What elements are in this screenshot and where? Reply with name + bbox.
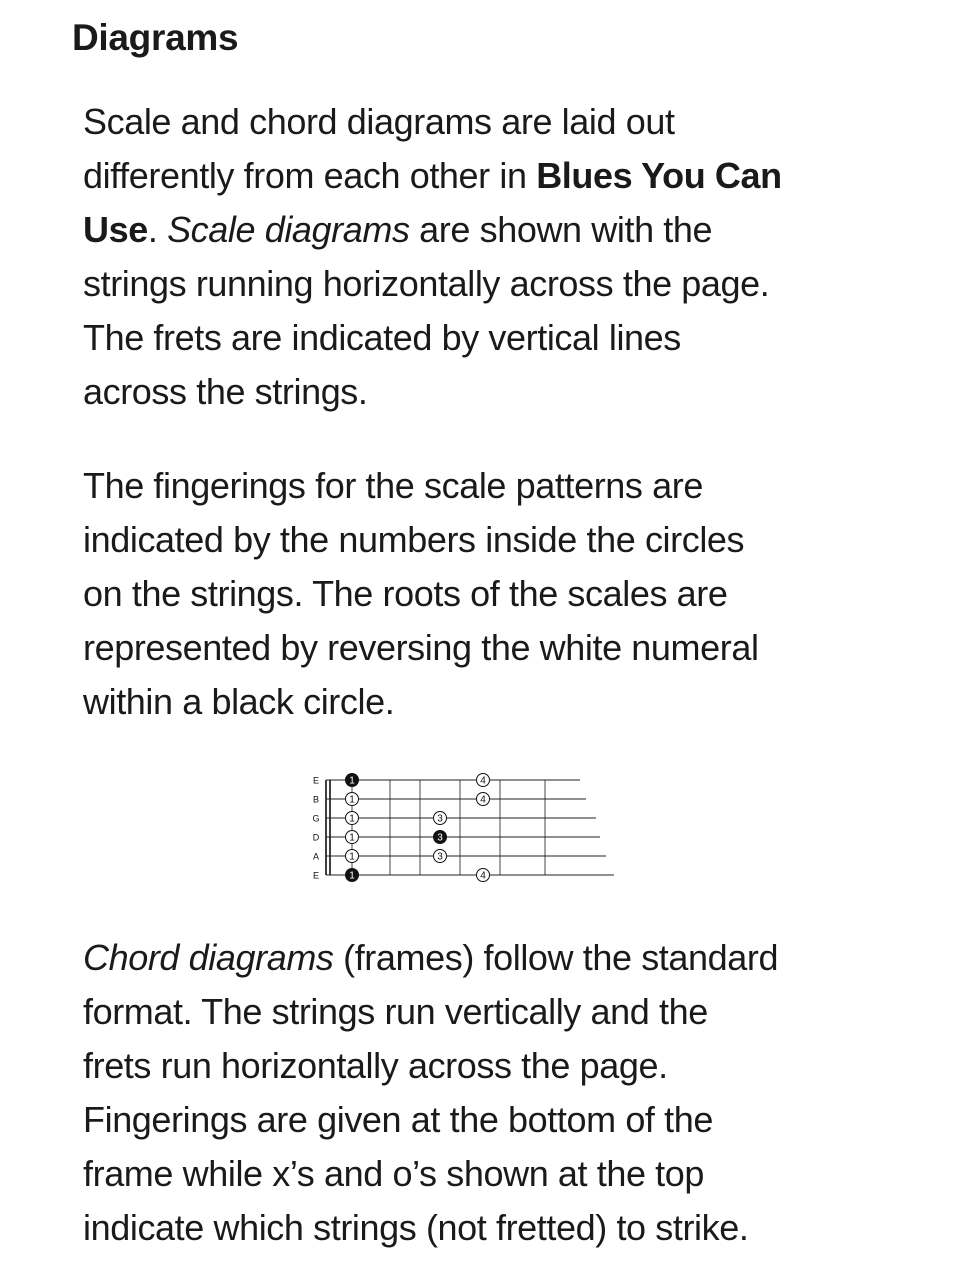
p1-line-6: across the strings. <box>83 371 368 412</box>
section-heading: Diagrams <box>72 17 239 58</box>
p2-line-4: represented by reversing the white numeral <box>83 627 759 668</box>
p2-line-5: within a black circle. <box>83 681 395 722</box>
finger-note <box>477 774 490 787</box>
finger-number: 4 <box>480 775 486 787</box>
string-label: B <box>312 794 320 805</box>
p3-line-1-text: (frames) follow the standard <box>333 937 779 978</box>
finger-number: 1 <box>349 794 355 806</box>
paragraph-chord-diagrams <box>83 931 943 1255</box>
p1-line-3 <box>83 203 943 257</box>
finger-number: 1 <box>349 832 355 844</box>
string-label: D <box>312 832 320 843</box>
root-note <box>346 774 359 787</box>
finger-number: 1 <box>349 813 355 825</box>
book-title-part-1: Blues You Can <box>536 155 782 196</box>
finger-number: 1 <box>349 775 355 787</box>
string-label: G <box>312 813 320 824</box>
finger-notes <box>346 774 490 882</box>
string-labels <box>312 776 319 881</box>
string-label: A <box>312 851 320 862</box>
p2-line-2: indicated by the numbers inside the circles <box>83 519 745 560</box>
finger-note <box>477 793 490 806</box>
paragraph-fingerings <box>83 459 943 729</box>
p3-line-4: Fingerings are given at the bottom of the <box>83 1099 713 1140</box>
finger-number: 1 <box>349 851 355 863</box>
string-label: E <box>312 870 320 881</box>
scale-diagram-figure <box>300 768 620 888</box>
finger-note <box>346 831 359 844</box>
p3-line-2: format. The strings run vertically and the <box>83 991 708 1032</box>
p1-line-2 <box>83 149 943 203</box>
p1-line-3-text: are shown with the <box>409 209 713 250</box>
finger-number: 4 <box>480 794 486 806</box>
finger-note <box>346 850 359 863</box>
string-label: E <box>312 775 320 786</box>
fretboard <box>326 780 614 875</box>
p2-line-1: The fingerings for the scale patterns are <box>83 465 703 506</box>
term-scale-diagrams: Scale diagrams <box>167 209 410 250</box>
p1-line-5: The frets are indicated by vertical lines <box>83 317 681 358</box>
p3-line-5: frame while x’s and o’s shown at the top <box>83 1153 705 1194</box>
finger-note <box>434 850 447 863</box>
root-note <box>346 869 359 882</box>
term-chord-diagrams: Chord diagrams <box>83 937 334 978</box>
paragraph-scale-diagrams <box>83 95 943 419</box>
p3-line-3: frets run horizontally across the page. <box>83 1045 668 1086</box>
finger-number: 3 <box>437 851 443 863</box>
finger-note <box>434 812 447 825</box>
p3-line-1 <box>83 931 943 985</box>
p3-line-6: indicate which strings (not fretted) to strike. <box>83 1207 749 1248</box>
book-title-part-2: Use <box>83 209 148 250</box>
root-note <box>434 831 447 844</box>
finger-note <box>346 793 359 806</box>
p2-line-3: on the strings. The roots of the scales are <box>83 573 728 614</box>
finger-note <box>346 812 359 825</box>
finger-note <box>477 869 490 882</box>
p1-line-3-period: . <box>147 209 168 250</box>
finger-number: 3 <box>437 832 443 844</box>
p1-line-4: strings running horizontally across the page. <box>83 263 770 304</box>
p1-line-2-text: differently from each other in <box>83 155 537 196</box>
finger-number: 1 <box>349 870 355 882</box>
p1-line-1: Scale and chord diagrams are laid out <box>83 101 675 142</box>
scale-diagram <box>300 768 620 888</box>
finger-number: 3 <box>437 813 443 825</box>
finger-number: 4 <box>480 870 486 882</box>
